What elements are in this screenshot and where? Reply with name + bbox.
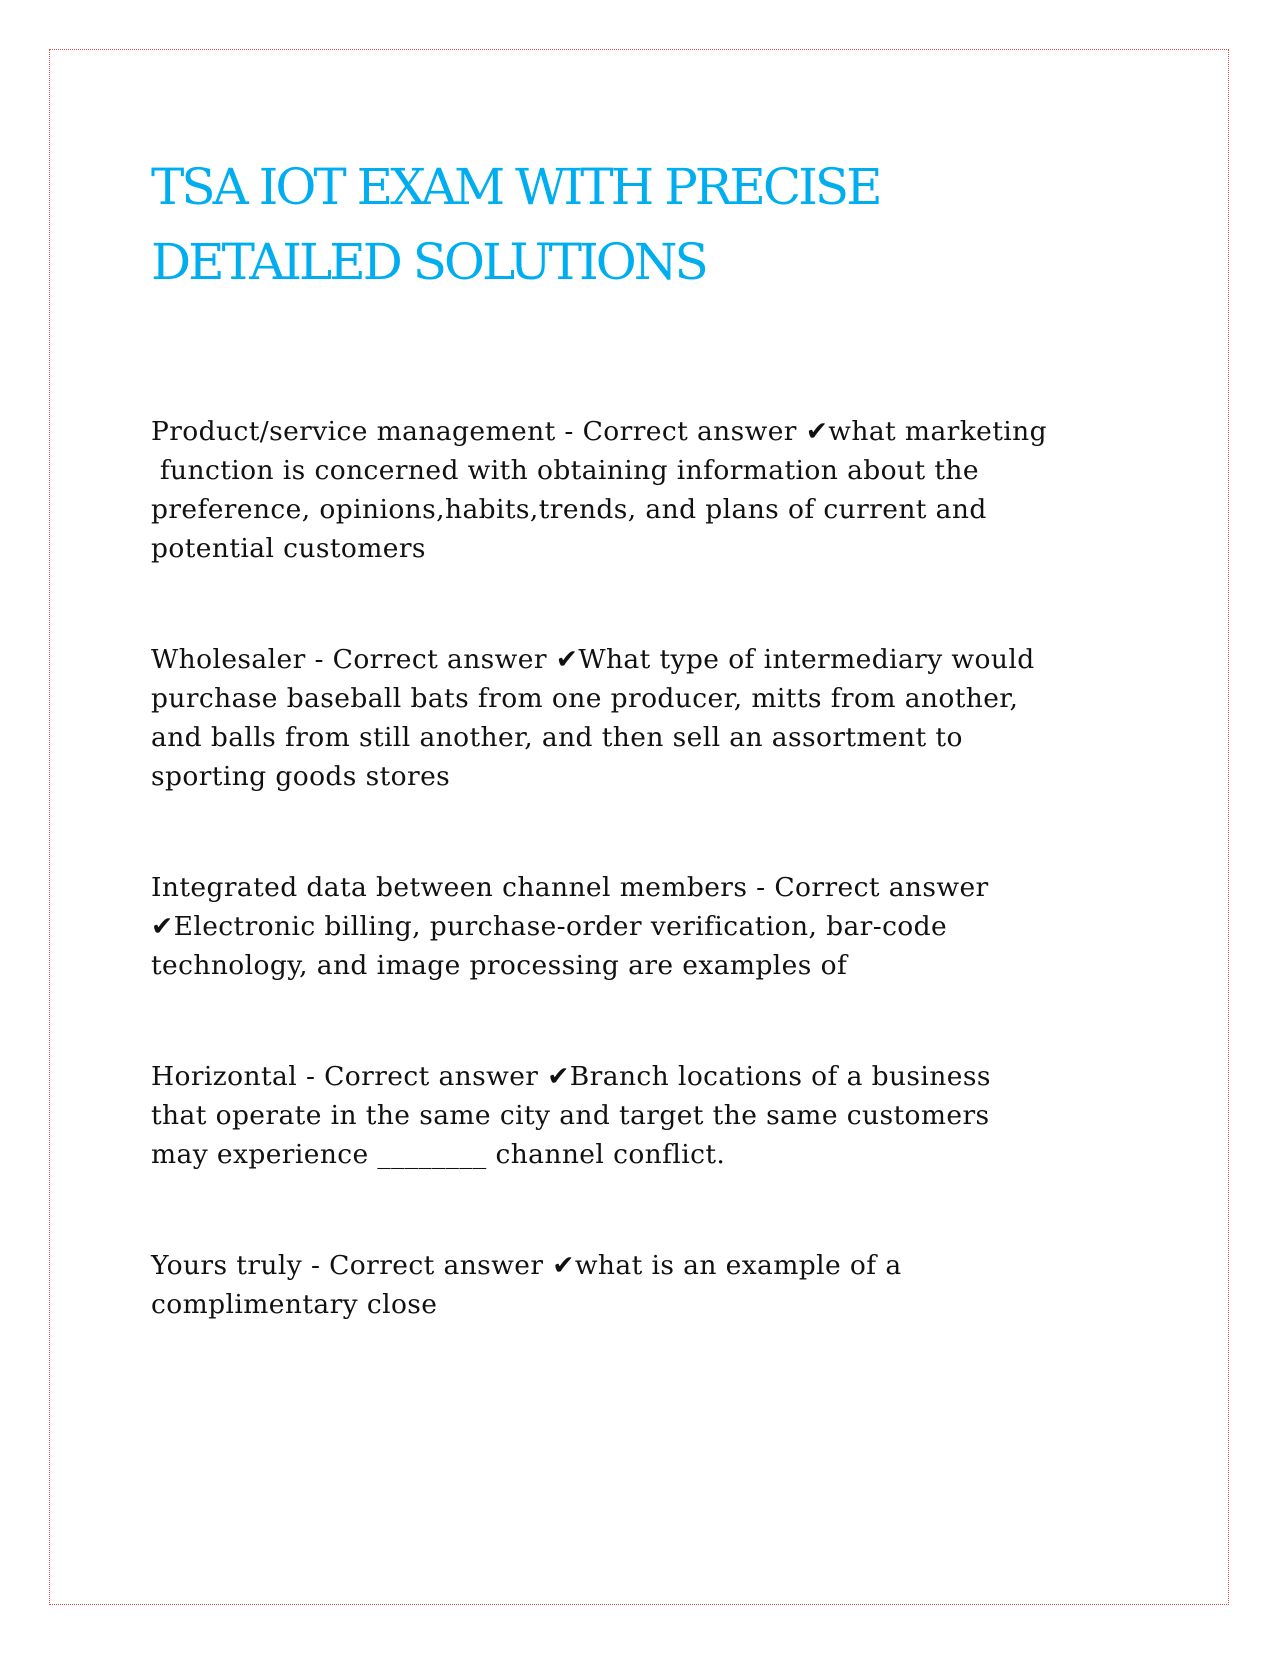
qa-line: may experience ________ channel conflict.: [151, 1139, 726, 1170]
qa-line: that operate in the same city and target the same customers: [151, 1100, 990, 1131]
qa-line: ✔Electronic billing, purchase-order verification, bar-code: [151, 911, 948, 942]
qa-line: Integrated data between channel members - Correct answer: [151, 872, 989, 903]
qa-item-horizontal: [151, 1057, 1151, 1174]
qa-line: complimentary close: [151, 1289, 438, 1320]
qa-line: purchase baseball bats from one producer, mitts from another,: [151, 683, 1019, 714]
title-line: DETAILED SOLUTIONS: [151, 233, 706, 291]
qa-item-yours-truly: [151, 1246, 1151, 1324]
title-line: TSA IOT EXAM WITH PRECISE: [151, 158, 880, 216]
qa-line: preference, opinions,habits,trends, and plans of current and: [151, 494, 987, 525]
qa-line: and balls from still another, and then sell an assortment to: [151, 722, 963, 753]
qa-line: Product/service management - Correct answer ✔what marketing: [151, 416, 1048, 447]
document-content: [151, 150, 1151, 1320]
qa-item-product-service-management: [151, 412, 1151, 568]
qa-item-integrated-data: [151, 868, 1151, 985]
document-title: [151, 150, 1151, 300]
qa-line: sporting goods stores: [151, 761, 451, 792]
qa-list: [151, 412, 1151, 1396]
qa-line: Wholesaler - Correct answer ✔What type of intermediary would: [151, 644, 1035, 675]
qa-line: function is concerned with obtaining information about the: [151, 455, 979, 486]
qa-line: Horizontal - Correct answer ✔Branch locations of a business: [151, 1061, 991, 1092]
qa-item-wholesaler: [151, 640, 1151, 796]
qa-line: technology, and image processing are examples of: [151, 950, 848, 981]
qa-line: Yours truly - Correct answer ✔what is an example of a: [151, 1250, 902, 1281]
qa-line: potential customers: [151, 533, 426, 564]
